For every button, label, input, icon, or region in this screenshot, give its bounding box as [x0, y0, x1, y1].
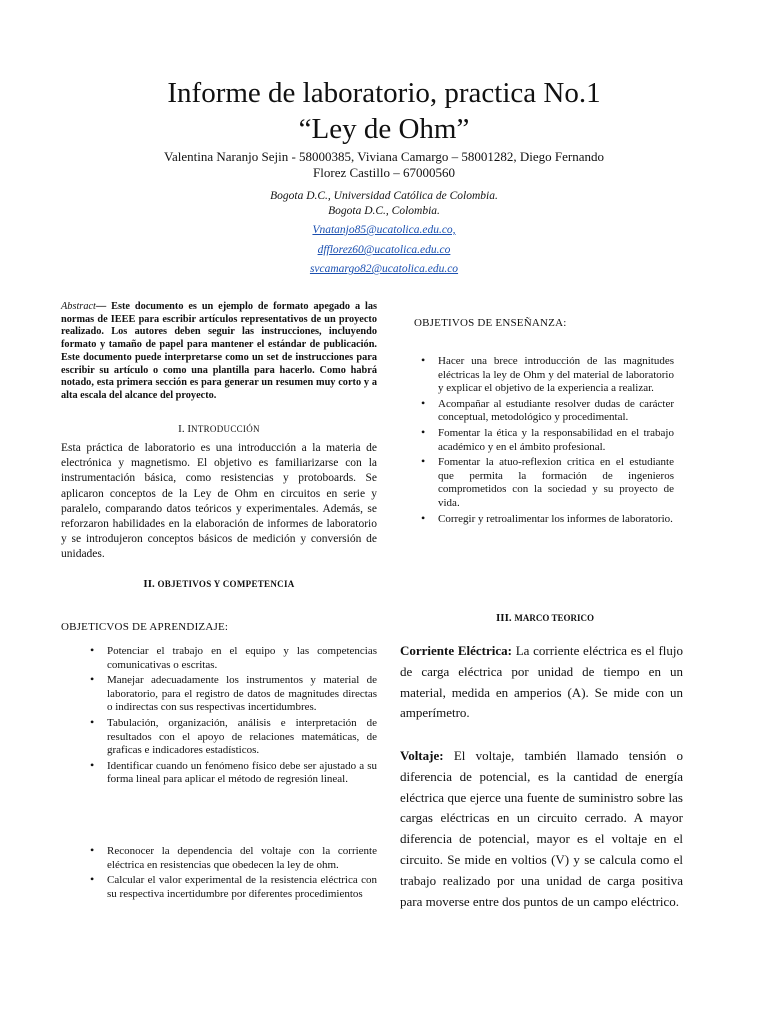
- authors: Valentina Naranjo Sejin - 58000385, Viviana Camargo – 58001282, Diego Fernando Florez Castillo – 67000560: [164, 149, 604, 180]
- affiliation-line-1: Bogota D.C., Universidad Católica de Colombia.: [270, 190, 498, 202]
- learning-objectives-label: OBJETICVOS DE APRENDIZAJE:: [61, 621, 229, 633]
- section-heading-objetivos: [61, 578, 377, 590]
- paragraph-voltaje: [400, 746, 683, 912]
- teaching-objectives-label: OBJETIVOS DE ENSEÑANZA:: [414, 317, 567, 329]
- definition-voltaje: El voltaje, también llamado tensión o diferencia de potencial, es la cantidad de energía eléctrica que ejerce una fuente de suministro sobre las cargas eléctricas en un circuito cerrado. A mayor diferencia de potencial, mayor es el voltaje en el circuito. Se mide en voltios (V) y se calcula como el trabajo realizado por una unidad de carga positiva para moverse entre dos puntos de un campo eléctrico.: [400, 748, 683, 909]
- definition-corriente: La corriente eléctrica es el flujo de carga eléctrica por unidad de tiempo en un material, medida en amperios (A). Se mide con un amperímetro.: [400, 643, 683, 721]
- paper-subtitle: “Ley de Ohm”: [298, 113, 470, 145]
- teaching-objectives-list: [410, 355, 674, 528]
- section-title: MARCO TEORICO: [514, 613, 594, 623]
- list-item: • Manejar adecuadamente los instrumentos y material de laboratorio, para el registro de datos de magnitudes directas o indirectas con sus respectivas incertidumbres.: [79, 674, 377, 715]
- section-number: II.: [143, 578, 155, 590]
- affiliation-line-2: Bogota D.C., Colombia.: [328, 205, 440, 217]
- section-heading-introduccion: [61, 423, 377, 435]
- section-title-rest: NTRODUCCIÓN: [191, 424, 260, 434]
- list-item: • Corregir y retroalimentar los informes de laboratorio.: [410, 513, 674, 527]
- list-item: • Hacer una brece introducción de las magnitudes eléctricas la ley de Ohm y del material de laboratorio y explicar el objetivo de la experiencia a realizar.: [410, 355, 674, 396]
- section-number: III.: [496, 612, 512, 624]
- section-number: I.: [178, 423, 185, 435]
- list-item: • Reconocer la dependencia del voltaje con la corriente eléctrica en resistencias que obedecen la ley de ohm.: [79, 845, 377, 872]
- introduction-paragraph: Esta práctica de laboratorio es una introducción a la materia de electrónica y magnetismo. El objetivo es familiarizarse con la instrumentación básica, como resistencias y protoboards. Se aplicaron conceptos de la Ley de Ohm en circuitos en serie y paralelo, comparando datos teóricos y experimentales. Además, se reforzaron habilidades en la elaboración de informes de laboratorio y se introdujeron conceptos básicos de medición y conversión de unidades.: [61, 442, 377, 561]
- email-link-2[interactable]: dfflorez60@ucatolica.edu.co: [317, 244, 451, 256]
- term-corriente: Corriente Eléctrica:: [400, 643, 512, 658]
- list-item: • Fomentar la ética y la responsabilidad en el trabajo académico y en el ámbito profesional.: [410, 427, 674, 454]
- term-voltaje: Voltaje:: [400, 748, 444, 763]
- list-item: • Acompañar al estudiante resolver dudas de carácter conceptual, metodológico y procedimental.: [410, 398, 674, 425]
- list-item: • Fomentar la atuo-reflexion critica en el estudiante que permita la formación de ingenieros comprometidos con la sociedad y su proyecto de vida.: [410, 456, 674, 510]
- list-item: • Potenciar el trabajo en el equipo y las competencias comunicativas o escritas.: [79, 645, 377, 672]
- section-heading-marco-teorico: [400, 612, 690, 624]
- abstract-lead: Abstract: [61, 301, 96, 312]
- section-title: OBJETIVOS Y COMPETENCIA: [157, 579, 295, 589]
- abstract: [61, 301, 377, 403]
- abstract-body: — Este documento es un ejemplo de formato apegado a las normas de IEEE para escribir artículos representativos de un proyecto realizado. Los autores deben seguir las instrucciones, incluyendo formato y tamaño de papel para mantener el estándar de publicación. Este documento puede interpretarse como un set de instrucciones para escribir su artículo o como una plantilla para hacerlo. Como habrá notado, esta primera sección es para generar un resumen muy corto y a alta escala del alcance del proyecto.: [61, 301, 377, 401]
- email-link-3[interactable]: svcamargo82@ucatolica.edu.co: [309, 263, 459, 275]
- section-first-letter: I: [187, 423, 192, 435]
- learning-objectives-list: [79, 645, 377, 789]
- list-item: • Identificar cuando un fenómeno físico debe ser ajustado a su forma lineal para aplicar el método de regresión lineal.: [79, 760, 377, 787]
- email-link-1[interactable]: Vnatanjo85@ucatolica.edu.co,: [312, 224, 456, 236]
- list-item: • Tabulación, organización, análisis e interpretación de resultados con el apoyo de relaciones matemáticas, de graficas e indicadores estadísticos.: [79, 717, 377, 758]
- learning-objectives-list-continued: [79, 845, 377, 903]
- paragraph-corriente: [400, 641, 683, 724]
- list-item: • Calcular el valor experimental de la resistencia eléctrica con su respectiva incertidumbre por diferentes procedimientos: [79, 874, 377, 901]
- paper-title: Informe de laboratorio, practica No.1: [167, 77, 601, 109]
